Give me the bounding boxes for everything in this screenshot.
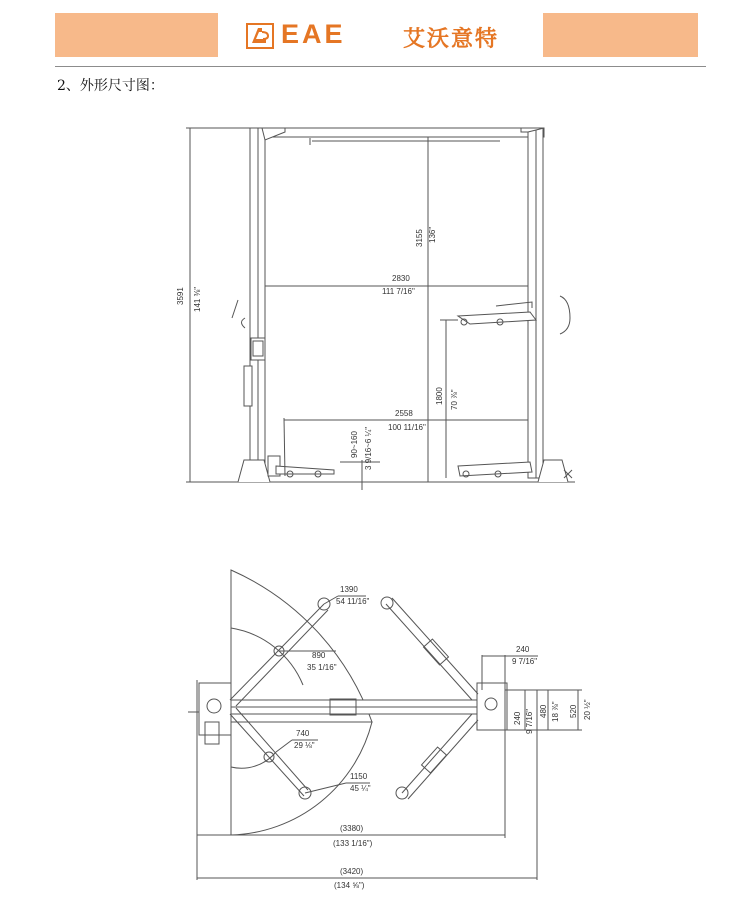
dim-3155-in: 136" [428, 226, 437, 243]
dim-240-h-mm: 240 [516, 645, 530, 654]
dim-240-h-in: 9 7/16" [512, 657, 538, 666]
dim-3380-in: (133 1/16") [333, 839, 373, 848]
dim-890-mm: 890 [312, 651, 326, 660]
dim-890-in: 35 1/16" [307, 663, 337, 672]
dim-520-in: 20 ½" [583, 699, 592, 720]
dim-3591-mm: 3591 [176, 287, 185, 305]
dim-1800-mm: 1800 [435, 387, 444, 405]
dim-2830-mm: 2830 [392, 274, 410, 283]
dim-1800-in: 70 ⅞" [450, 389, 459, 410]
dim-1150-in: 45 ¼" [350, 784, 371, 793]
dim-740-mm: 740 [296, 729, 310, 738]
dim-3420-in: (134 ⅝") [334, 881, 365, 890]
dim-240-v-mm: 240 [513, 711, 522, 725]
dim-3591-in: 141 ⅜" [193, 286, 202, 312]
dim-2558-mm: 2558 [395, 409, 413, 418]
dim-90-160-in: 3 9/16~6 ¼" [364, 426, 373, 470]
section-title: 2、外形尺寸图： [57, 78, 164, 94]
dim-1390-mm: 1390 [340, 585, 358, 594]
dim-3155-mm: 3155 [415, 229, 424, 247]
dim-740-in: 29 ⅛" [294, 741, 315, 750]
dim-520-mm: 520 [569, 704, 578, 718]
dim-3380-mm: (3380) [340, 824, 364, 833]
dim-240-v-in: 9 7/16" [525, 708, 534, 734]
dim-2558-in: 100 11/16" [388, 423, 426, 432]
brand-name-latin: EAE [281, 19, 346, 49]
dim-480-in: 18 ⅞" [551, 701, 560, 722]
dim-3420-mm: (3420) [340, 867, 364, 876]
dim-1390-in: 54 11/16" [336, 597, 370, 606]
dim-480-mm: 480 [539, 704, 548, 718]
dim-90-160-mm: 90~160 [350, 431, 359, 458]
dim-2830-in: 111 7/16" [382, 287, 415, 296]
dim-1150-mm: 1150 [350, 772, 368, 781]
brand-name-chinese: 艾沃意特 [403, 27, 500, 52]
